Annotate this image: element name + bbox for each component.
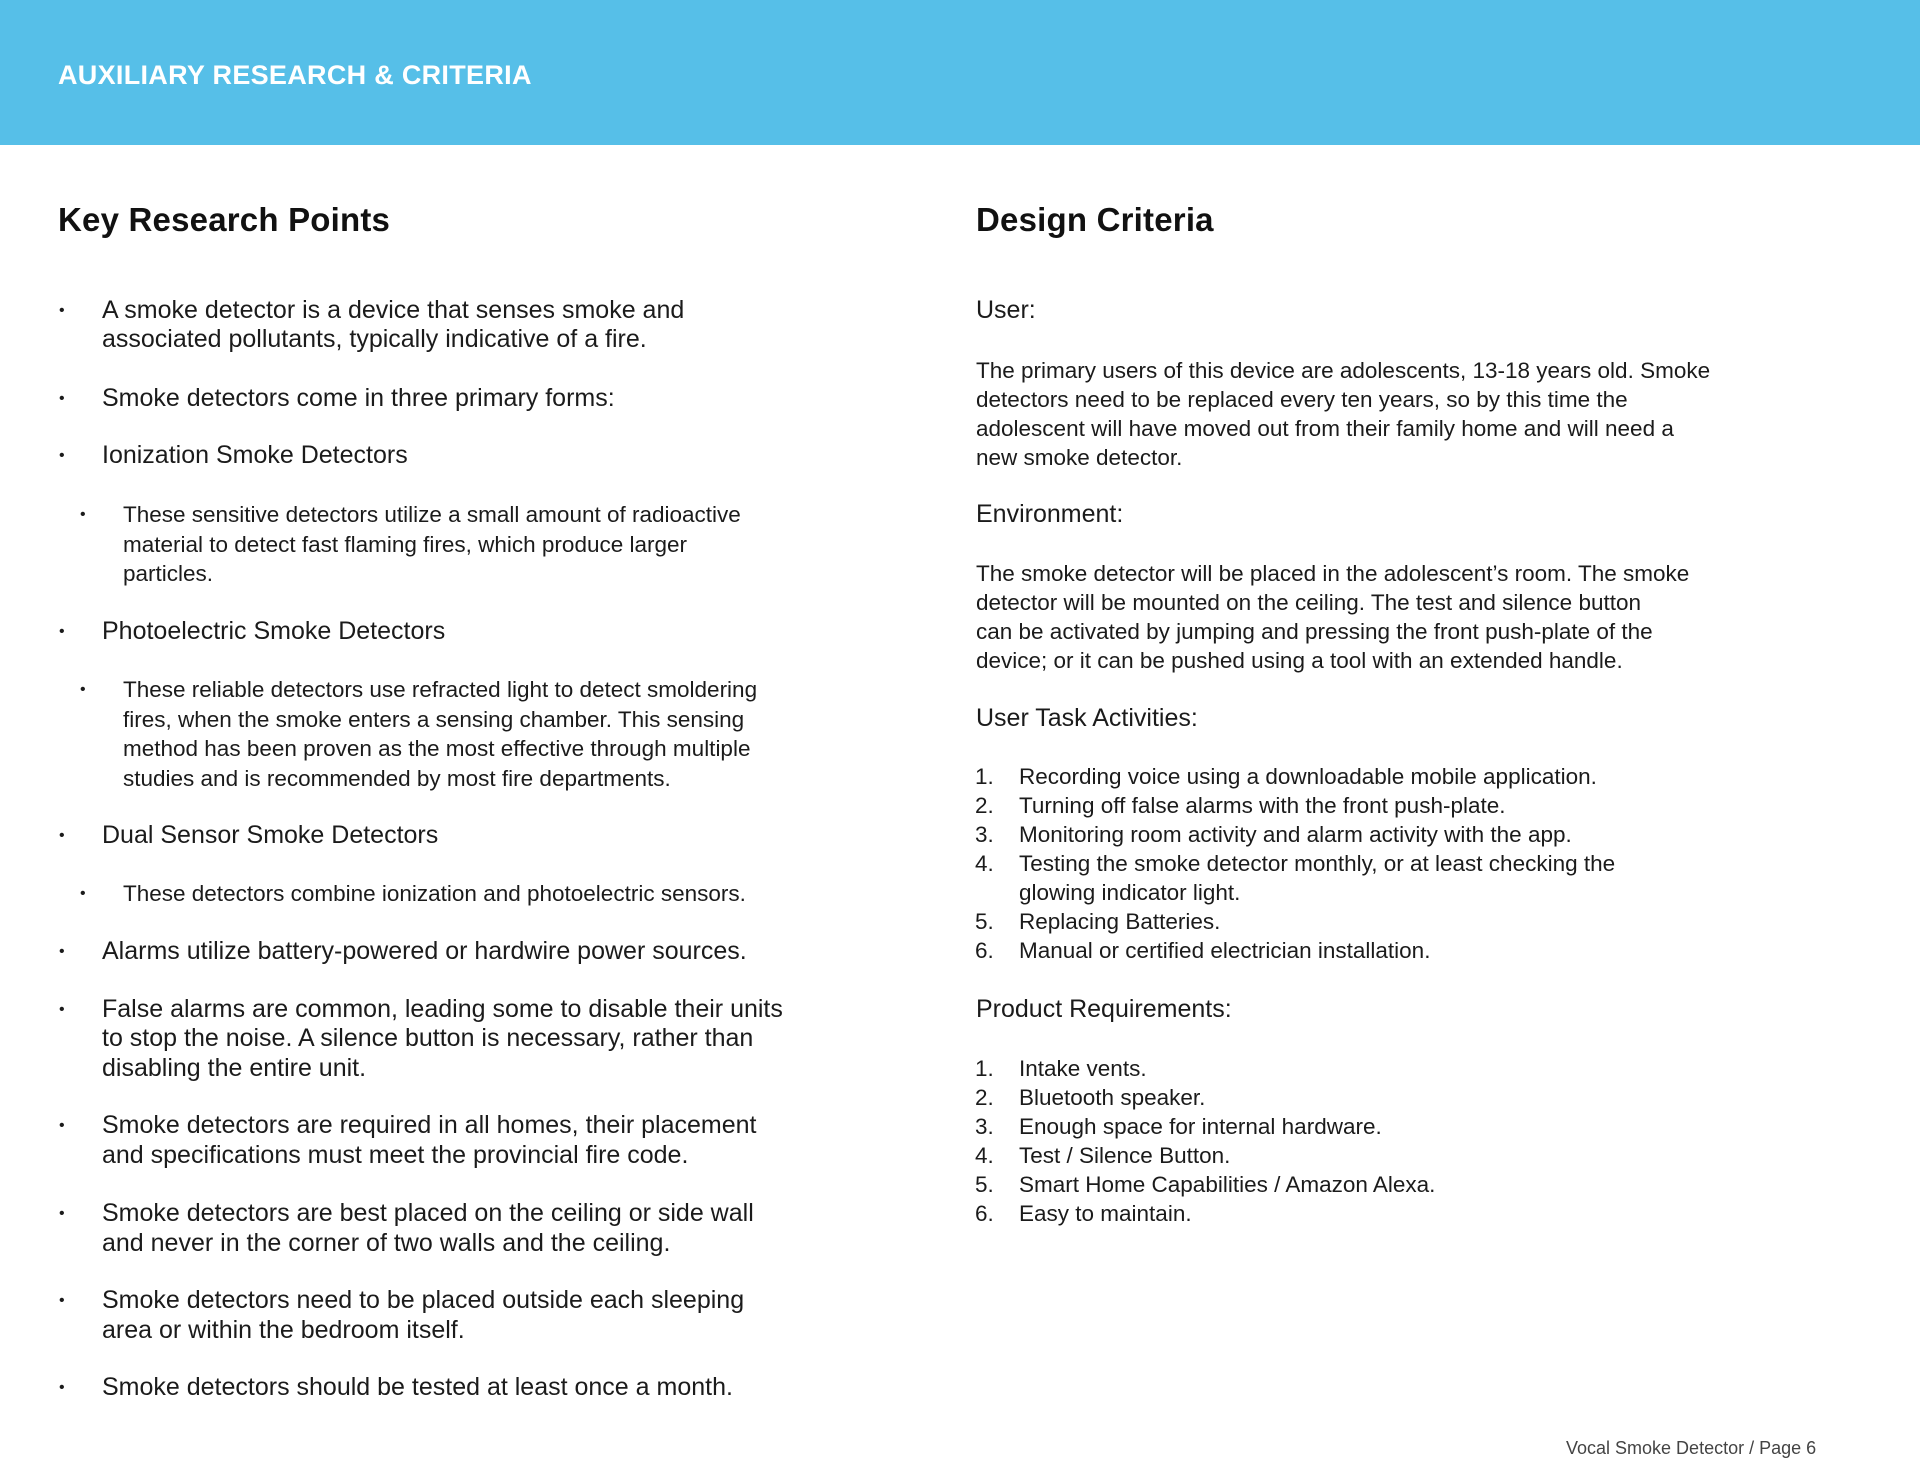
bullet-icon: • [59,1117,65,1134]
list-item-text: Enough space for internal hardware. [1019,1114,1382,1139]
sub-bullet-text: method has been proven as the most effective through multiple [123,736,751,761]
list-item-text: glowing indicator light. [1019,880,1241,905]
bullet-text: False alarms are common, leading some to disable their units [102,995,783,1023]
design-criteria-heading: Design Criteria [976,201,1214,238]
paragraph-line: can be activated by jumping and pressing the front push-plate of the [976,619,1653,644]
paragraph-line: device; or it can be pushed using a tool with an extended handle. [976,648,1623,673]
list-item-text: Easy to maintain. [1019,1201,1192,1226]
bullet-icon: • [59,943,65,960]
sub-bullet-text: particles. [123,561,214,586]
header-banner [0,0,1920,145]
list-number: 6. [975,1201,994,1226]
user-task-activities-label: User Task Activities: [976,704,1198,732]
list-item-text: Test / Silence Button. [1019,1143,1231,1168]
bullet-text: Smoke detectors are best placed on the ceiling or side wall [102,1199,754,1227]
bullet-text: Smoke detectors need to be placed outside each sleeping [102,1286,745,1314]
environment-section-label: Environment: [976,500,1124,528]
bullet-text: A smoke detector is a device that senses smoke and [102,296,685,324]
list-item-text: Turning off false alarms with the front push-plate. [1019,793,1506,818]
list-number: 2. [975,793,994,818]
bullet-icon: • [59,1292,65,1309]
bullet-text: Ionization Smoke Detectors [102,441,408,469]
bullet-text: Smoke detectors should be tested at least once a month. [102,1373,733,1401]
list-item-text: Recording voice using a downloadable mobile application. [1019,764,1597,789]
list-number: 3. [975,1114,994,1139]
page-footer: Vocal Smoke Detector / Page 6 [1566,1438,1817,1458]
list-number: 5. [975,909,994,934]
page-section-title: AUXILIARY RESEARCH & CRITERIA [58,60,532,90]
list-number: 6. [975,938,994,963]
bullet-text: Dual Sensor Smoke Detectors [102,821,439,849]
sub-bullet-text: These sensitive detectors utilize a small amount of radioactive [123,502,741,527]
bullet-text: Smoke detectors are required in all homes, their placement [102,1111,757,1139]
bullet-icon: • [59,1001,65,1018]
list-item-text: Monitoring room activity and alarm activity with the app. [1019,822,1572,847]
bullet-icon: • [59,1379,65,1396]
bullet-text: to stop the noise. A silence button is necessary, rather than [102,1024,754,1052]
bullet-icon: • [80,506,86,523]
key-research-points-heading: Key Research Points [58,201,391,238]
list-number: 1. [975,764,994,789]
list-number: 1. [975,1056,994,1081]
bullet-text: Alarms utilize battery-powered or hardwire power sources. [102,937,747,965]
list-number: 4. [975,851,994,876]
list-item-text: Replacing Batteries. [1019,909,1221,934]
bullet-icon: • [59,447,65,464]
list-item-text: Manual or certified electrician installation. [1019,938,1431,963]
bullet-icon: • [59,1205,65,1222]
paragraph-line: detectors need to be replaced every ten years, so by this time the [976,387,1628,412]
paragraph-line: adolescent will have moved out from their family home and will need a [976,416,1674,441]
bullet-text: and specifications must meet the provincial fire code. [102,1141,689,1169]
list-item-text: Intake vents. [1019,1056,1147,1081]
product-requirements-label: Product Requirements: [976,995,1232,1023]
bullet-icon: • [80,885,86,902]
paragraph-line: detector will be mounted on the ceiling. The test and silence button [976,590,1642,615]
bullet-text: and never in the corner of two walls and the ceiling. [102,1229,671,1257]
bullet-icon: • [59,623,65,640]
user-section-label: User: [976,296,1036,324]
list-item-text: Testing the smoke detector monthly, or at least checking the [1019,851,1616,876]
bullet-icon: • [59,390,65,407]
paragraph-line: The smoke detector will be placed in the adolescent’s room. The smoke [976,561,1690,586]
list-number: 2. [975,1085,994,1110]
bullet-text: Photoelectric Smoke Detectors [102,617,446,645]
bullet-text: disabling the entire unit. [102,1054,367,1082]
sub-bullet-text: studies and is recommended by most fire departments. [123,766,671,791]
paragraph-line: The primary users of this device are adolescents, 13-18 years old. Smoke [976,358,1711,383]
sub-bullet-text: fires, when the smoke enters a sensing chamber. This sensing [123,707,745,732]
list-item-text: Bluetooth speaker. [1019,1085,1206,1110]
bullet-icon: • [59,827,65,844]
bullet-text: associated pollutants, typically indicative of a fire. [102,325,647,353]
list-number: 3. [975,822,994,847]
sub-bullet-text: These reliable detectors use refracted light to detect smoldering [123,677,758,702]
bullet-text: Smoke detectors come in three primary forms: [102,384,615,412]
bullet-text: area or within the bedroom itself. [102,1316,465,1344]
sub-bullet-text: material to detect fast flaming fires, which produce larger [123,532,688,557]
paragraph-line: new smoke detector. [976,445,1183,470]
sub-bullet-text: These detectors combine ionization and photoelectric sensors. [123,881,746,906]
list-number: 4. [975,1143,994,1168]
list-number: 5. [975,1172,994,1197]
list-item-text: Smart Home Capabilities / Amazon Alexa. [1019,1172,1436,1197]
bullet-icon: • [80,681,86,698]
bullet-icon: • [59,302,65,319]
